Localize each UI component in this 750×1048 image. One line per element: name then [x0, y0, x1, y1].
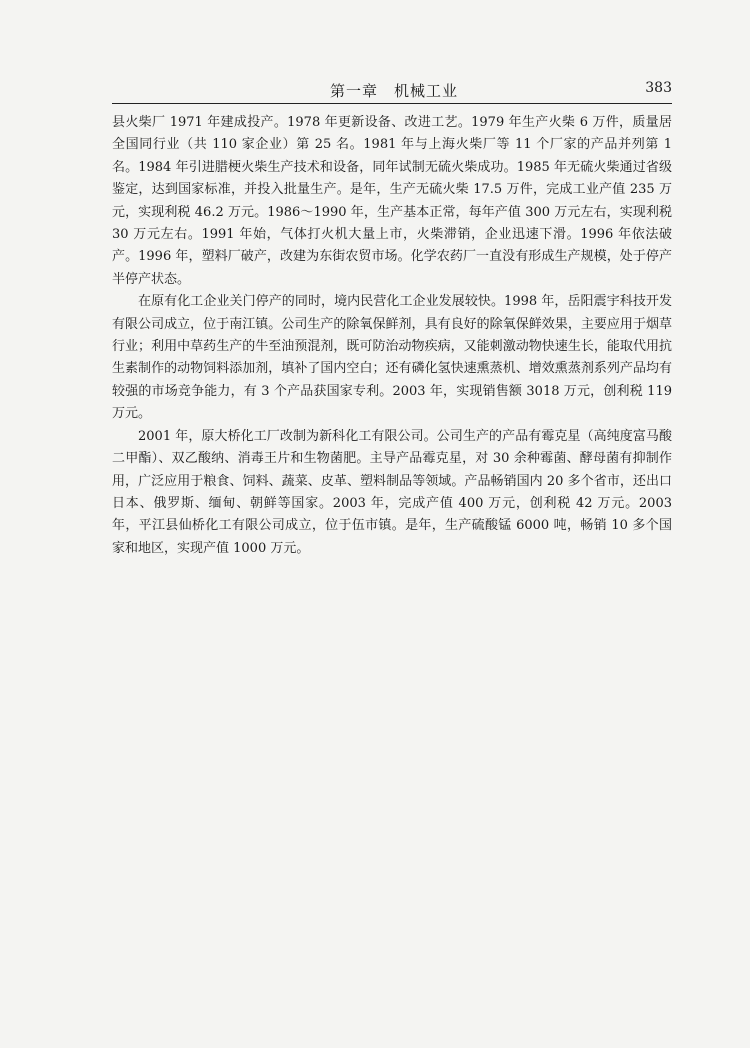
paragraph-private-chemical: 在原有化工企业关门停产的同时，境内民营化工企业发展较快。1998 年，岳阳震宇科技开发有限公司成立，位于南江镇。公司生产的除氧保鲜剂，具有良好的除氧保鲜效果，主要应用于烟草行业；利用中草药生产的牛至油预混剂，既可防治动物疾病，又能刺激动物快速生长，能取代用抗生素制作的动物饲料添加剂，填补了国内空白；还有磷化氢快速熏蒸机、增效熏蒸剂系列产品均有较强的市场竞争能力，有 3 个产品获国家专利。2003 年，实现销售额 3018 万元，创利税 119 万元。 [112, 294, 672, 422]
paragraph-match-factory: 县火柴厂 1971 年建成投产。1978 年更新设备、改进工艺。1979 年生产火柴 6 万件，质量居全国同行业（共 110 家企业）第 25 名。1981 年与上海火柴厂等 11 个厂家的产品并列第 1 名。1984 年引进腊梗火柴生产技术和设备，同年试制无硫火柴成功。1985 年无硫火柴通过省级鉴定，达到国家标准，并投入批量生产。是年，生产无硫火柴 17.5 万件，完成工业产值 235 万元，实现利税 46.2 万元。1986～1990 年，生产基本正常，每年产值 300 万元左右，实现利税 30 万元左右。1991 年始，气体打火机大量上市，火柴滞销，企业迅速下滑。1996 年依法破产。1996 年，塑料厂破产，改建为东街农贸市场。化学农药厂一直没有形成生产规模，处于停产半停产状态。 [112, 115, 672, 287]
page-number: 383 [645, 80, 672, 96]
header-rule [112, 103, 672, 104]
chapter-title: 第一章 机械工业 [330, 82, 459, 100]
body-text [112, 112, 672, 560]
running-header [112, 76, 672, 102]
paragraph-xinke-chemical: 2001 年，原大桥化工厂改制为新科化工有限公司。公司生产的产品有霉克星（高纯度富马酸二甲酯）、双乙酸纳、消毒王片和生物菌肥。主导产品霉克星，对 30 余种霉菌、酵母菌有抑制作用，广泛应用于粮食、饲料、蔬菜、皮革、塑料制品等领域。产品畅销国内 20 多个省市，还出口日本、俄罗斯、缅甸、朝鲜等国家。2003 年，完成产值 400 万元，创利税 42 万元。2003 年，平江县仙桥化工有限公司成立，位于伍市镇。是年，生产硫酸锰 6000 吨，畅销 10 多个国家和地区，实现产值 1000 万元。 [112, 428, 672, 556]
